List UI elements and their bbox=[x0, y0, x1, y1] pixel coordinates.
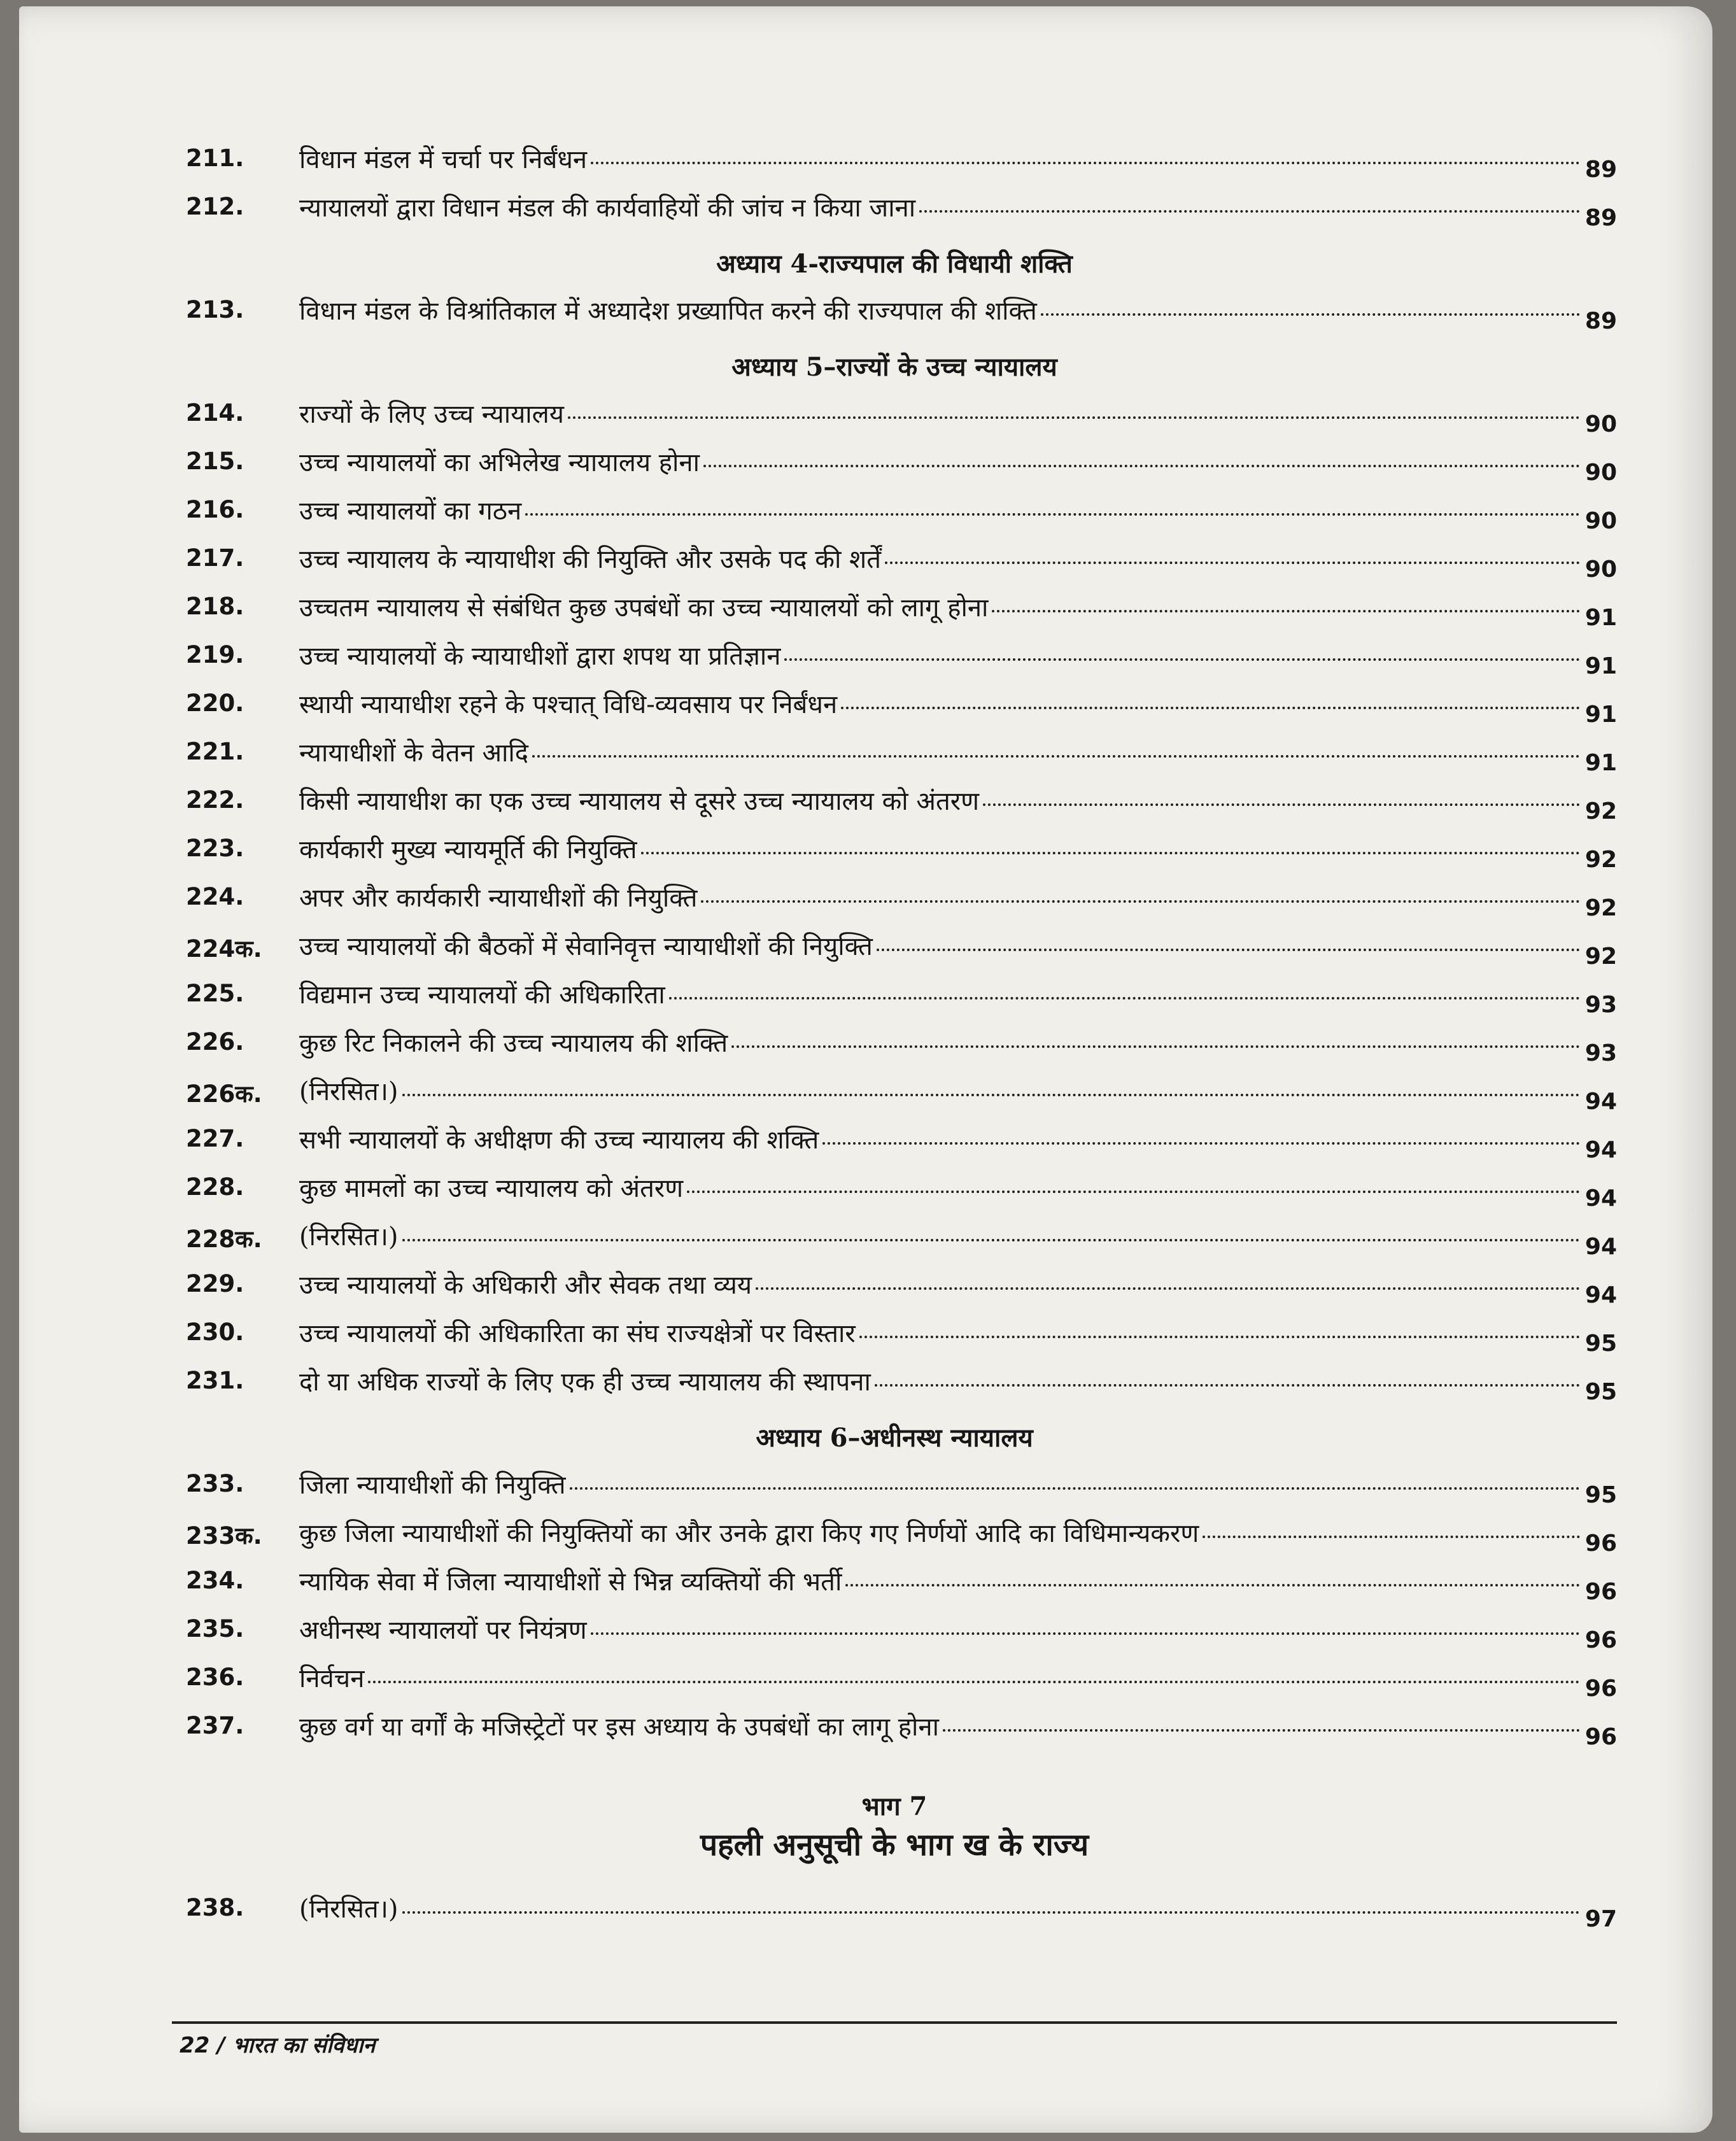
page-number: 90 bbox=[1584, 460, 1617, 486]
toc-row bbox=[172, 1886, 1617, 1935]
toc-row bbox=[172, 1311, 1617, 1359]
article-title: उच्च न्यायालयों की अधिकारिता का संघ राज्यक्षेत्रों पर विस्तार bbox=[299, 1319, 856, 1348]
dot-leader bbox=[532, 755, 1580, 758]
toc-row bbox=[172, 924, 1617, 972]
toc-entry bbox=[299, 1466, 1617, 1508]
article-title: न्यायाधीशों के वेतन आदि bbox=[299, 738, 529, 768]
toc-entry bbox=[299, 782, 1617, 824]
article-number: 230. bbox=[186, 1318, 244, 1346]
article-number: 234. bbox=[186, 1567, 244, 1594]
toc-entry bbox=[299, 1315, 1617, 1357]
toc-row bbox=[172, 185, 1617, 234]
article-title: (निरसित।) bbox=[299, 1895, 399, 1924]
toc-entry bbox=[299, 686, 1617, 728]
dot-leader bbox=[756, 1287, 1580, 1290]
toc-row bbox=[172, 1608, 1617, 1656]
toc-entry bbox=[299, 1024, 1617, 1066]
page-number: 91 bbox=[1584, 750, 1617, 776]
page-number: 94 bbox=[1584, 1137, 1617, 1163]
toc-entry bbox=[299, 637, 1617, 679]
article-number: 218. bbox=[186, 593, 244, 620]
dot-leader bbox=[877, 949, 1580, 951]
article-title: कुछ मामलों का उच्च न्यायालय को अंतरण bbox=[299, 1174, 684, 1203]
article-title: विद्यमान उच्च न्यायालयों की अधिकारिता bbox=[299, 980, 665, 1010]
page-number: 91 bbox=[1584, 605, 1617, 631]
chapter-heading: अध्याय 6–अधीनस्थ न्यायालय bbox=[756, 1423, 1033, 1453]
article-title: विधान मंडल के विश्रांतिकाल में अध्यादेश प्रख्यापित करने की राज्यपाल की शक्ति bbox=[299, 297, 1037, 326]
article-number: 214. bbox=[186, 399, 244, 427]
page-number: 95 bbox=[1584, 1379, 1617, 1405]
dot-leader bbox=[1203, 1536, 1580, 1538]
page-footer: 22 / भारत का संविधान bbox=[180, 2033, 376, 2058]
dot-leader bbox=[983, 803, 1580, 806]
toc-row bbox=[172, 972, 1617, 1021]
article-number: 224. bbox=[186, 883, 244, 910]
dot-leader bbox=[368, 1681, 1579, 1683]
page-number: 94 bbox=[1584, 1089, 1617, 1115]
toc-entry bbox=[299, 492, 1617, 534]
dot-leader bbox=[1041, 313, 1580, 316]
dot-leader bbox=[885, 562, 1580, 564]
toc-row bbox=[172, 827, 1617, 875]
toc-row bbox=[172, 1069, 1617, 1117]
page-number: 95 bbox=[1584, 1331, 1617, 1357]
dot-leader bbox=[822, 1142, 1580, 1145]
footer-rule bbox=[172, 2021, 1617, 2024]
page-number: 92 bbox=[1584, 798, 1617, 824]
toc-row bbox=[172, 1559, 1617, 1608]
page-number: 91 bbox=[1584, 653, 1617, 679]
toc-entry bbox=[299, 444, 1617, 486]
page-number: 96 bbox=[1584, 1724, 1617, 1750]
article-title: न्यायालयों द्वारा विधान मंडल की कार्यवाहियों की जांच न किया जाना bbox=[299, 194, 916, 223]
toc-entry bbox=[299, 831, 1617, 873]
page-number: 95 bbox=[1584, 1482, 1617, 1508]
page-number: 92 bbox=[1584, 847, 1617, 873]
dot-leader bbox=[568, 416, 1580, 419]
dot-leader bbox=[641, 852, 1580, 854]
article-number: 224क. bbox=[186, 935, 262, 963]
toc-entry bbox=[299, 541, 1617, 583]
toc-entry bbox=[299, 1266, 1617, 1308]
article-number: 228. bbox=[186, 1173, 244, 1201]
dot-leader bbox=[402, 1094, 1580, 1096]
toc-row bbox=[172, 1462, 1617, 1511]
article-number: 212. bbox=[186, 193, 244, 220]
toc-row bbox=[172, 682, 1617, 730]
chapter-heading: अध्याय 4-राज्यपाल की विधायी शक्ति bbox=[716, 249, 1073, 279]
toc-entry bbox=[299, 1708, 1617, 1750]
toc-row bbox=[172, 288, 1617, 337]
toc-entry bbox=[299, 928, 1617, 970]
dot-leader bbox=[570, 1487, 1580, 1490]
toc-row bbox=[172, 1117, 1617, 1166]
article-title: उच्च न्यायालयों के अधिकारी और सेवक तथा व्यय bbox=[299, 1271, 752, 1300]
page-number: 89 bbox=[1584, 308, 1617, 334]
page-number: 93 bbox=[1584, 1040, 1617, 1066]
toc-entry bbox=[299, 1660, 1617, 1702]
page-number: 92 bbox=[1584, 943, 1617, 970]
toc-row bbox=[172, 537, 1617, 585]
toc-row bbox=[172, 137, 1617, 185]
page-number: 90 bbox=[1584, 411, 1617, 437]
dot-leader bbox=[859, 1336, 1580, 1338]
toc-row bbox=[172, 440, 1617, 488]
page-number: 89 bbox=[1584, 157, 1617, 183]
article-title: उच्च न्यायालयों की बैठकों में सेवानिवृत्त न्यायाधीशों की नियुक्ति bbox=[299, 932, 873, 961]
article-number: 215. bbox=[186, 448, 244, 475]
article-title: कुछ रिट निकालने की उच्च न्यायालय की शक्ति bbox=[299, 1029, 728, 1058]
dot-leader bbox=[687, 1191, 1580, 1193]
article-number: 237. bbox=[186, 1712, 244, 1739]
article-number: 231. bbox=[186, 1367, 244, 1394]
toc-entry bbox=[299, 1563, 1617, 1605]
article-title: अधीनस्थ न्यायालयों पर नियंत्रण bbox=[299, 1616, 587, 1645]
toc-row bbox=[172, 1656, 1617, 1704]
page-number: 92 bbox=[1584, 895, 1617, 921]
page-number: 97 bbox=[1584, 1906, 1617, 1932]
article-title: उच्चतम न्यायालय से संबंधित कुछ उपबंधों का उच्च न्यायालयों को लागू होना bbox=[299, 593, 989, 623]
article-title: स्थायी न्यायाधीश रहने के पश्चात् विधि-व्यवसाय पर निर्बंधन bbox=[299, 690, 838, 719]
article-title: दो या अधिक राज्यों के लिए एक ही उच्च न्यायालय की स्थापना bbox=[299, 1367, 871, 1397]
page-number: 94 bbox=[1584, 1185, 1617, 1212]
toc-row bbox=[172, 779, 1617, 827]
toc-entry bbox=[299, 1169, 1617, 1212]
toc-entry bbox=[299, 589, 1617, 631]
article-number: 225. bbox=[186, 980, 244, 1007]
article-title: सभी न्यायालयों के अधीक्षण की उच्च न्यायालय की शक्ति bbox=[299, 1126, 819, 1155]
toc-row bbox=[172, 1359, 1617, 1408]
dot-leader bbox=[402, 1911, 1580, 1914]
article-number: 238. bbox=[186, 1894, 244, 1921]
article-title: कुछ जिला न्यायाधीशों की नियुक्तियों का और उनके द्वारा किए गए निर्णयों आदि का विधिमान्यकरण bbox=[299, 1519, 1199, 1548]
article-number: 233. bbox=[186, 1470, 244, 1497]
article-title: उच्च न्यायालयों के न्यायाधीशों द्वारा शपथ या प्रतिज्ञान bbox=[299, 642, 781, 671]
dot-leader bbox=[591, 162, 1580, 164]
article-number: 226. bbox=[186, 1028, 244, 1056]
dot-leader bbox=[845, 1584, 1580, 1586]
page-number: 96 bbox=[1584, 1579, 1617, 1605]
toc-row bbox=[172, 392, 1617, 440]
article-title: उच्च न्यायालय के न्यायाधीश की नियुक्ति और उसके पद की शर्तें bbox=[299, 545, 882, 574]
toc-entry bbox=[299, 1611, 1617, 1653]
page-number: 94 bbox=[1584, 1234, 1617, 1260]
article-title: (निरसित।) bbox=[299, 1222, 399, 1252]
toc-entry bbox=[299, 1890, 1617, 1932]
dot-leader bbox=[591, 1632, 1580, 1635]
article-number: 235. bbox=[186, 1615, 244, 1643]
dot-leader bbox=[703, 465, 1580, 467]
toc-entry bbox=[299, 976, 1617, 1018]
toc-row bbox=[172, 1166, 1617, 1214]
toc-entry bbox=[299, 395, 1617, 437]
toc-entry bbox=[299, 189, 1617, 231]
dot-leader bbox=[402, 1239, 1580, 1241]
toc-row bbox=[172, 1262, 1617, 1311]
dot-leader bbox=[669, 997, 1580, 1000]
dot-leader bbox=[943, 1729, 1580, 1732]
toc-entry bbox=[299, 1073, 1617, 1115]
dot-leader bbox=[701, 900, 1579, 903]
toc-entry bbox=[299, 879, 1617, 921]
article-title: उच्च न्यायालयों का अभिलेख न्यायालय होना bbox=[299, 448, 700, 477]
toc-entry bbox=[299, 1218, 1617, 1260]
toc-row bbox=[172, 1021, 1617, 1069]
book-page bbox=[19, 6, 1712, 2133]
dot-leader bbox=[525, 513, 1580, 516]
page-number: 96 bbox=[1584, 1676, 1617, 1702]
article-number: 222. bbox=[186, 786, 244, 814]
table-of-contents bbox=[172, 137, 1617, 1935]
article-number: 217. bbox=[186, 544, 244, 572]
article-title: राज्यों के लिए उच्च न्यायालय bbox=[299, 400, 564, 429]
article-number: 227. bbox=[186, 1125, 244, 1152]
toc-entry bbox=[299, 141, 1617, 183]
dot-leader bbox=[784, 658, 1579, 661]
dot-leader bbox=[841, 707, 1580, 709]
toc-row bbox=[172, 488, 1617, 537]
page-number: 90 bbox=[1584, 556, 1617, 583]
page-number: 96 bbox=[1584, 1530, 1617, 1557]
article-number: 216. bbox=[186, 496, 244, 523]
article-number: 220. bbox=[186, 689, 244, 717]
toc-entry bbox=[299, 1515, 1617, 1557]
toc-entry bbox=[299, 292, 1617, 334]
dot-leader bbox=[919, 210, 1580, 213]
article-title: किसी न्यायाधीश का एक उच्च न्यायालय से दूसरे उच्च न्यायालय को अंतरण bbox=[299, 787, 980, 816]
dot-leader bbox=[875, 1384, 1580, 1387]
page-number: 91 bbox=[1584, 702, 1617, 728]
page-number: 93 bbox=[1584, 992, 1617, 1018]
article-number: 229. bbox=[186, 1270, 244, 1297]
article-number: 226क. bbox=[186, 1080, 262, 1108]
toc-row bbox=[172, 633, 1617, 682]
chapter-heading: अध्याय 5–राज्यों के उच्च न्यायालय bbox=[731, 352, 1057, 382]
article-title: उच्च न्यायालयों का गठन bbox=[299, 497, 522, 526]
article-number: 223. bbox=[186, 835, 244, 862]
part-title: पहली अनुसूची के भाग ख के राज्य bbox=[700, 1827, 1089, 1863]
article-title: अपर और कार्यकारी न्यायाधीशों की नियुक्ति bbox=[299, 884, 698, 913]
toc-entry bbox=[299, 1121, 1617, 1163]
page-number: 94 bbox=[1584, 1282, 1617, 1308]
toc-row bbox=[172, 1214, 1617, 1262]
page-number: 89 bbox=[1584, 205, 1617, 231]
toc-row bbox=[172, 730, 1617, 779]
article-title: कार्यकारी मुख्य न्यायमूर्ति की नियुक्ति bbox=[299, 835, 637, 865]
page-number: 96 bbox=[1584, 1627, 1617, 1653]
dot-leader bbox=[992, 610, 1579, 612]
article-number: 228क. bbox=[186, 1226, 262, 1253]
article-title: (निरसित।) bbox=[299, 1077, 399, 1106]
article-title: निर्वचन bbox=[299, 1664, 365, 1693]
article-number: 213. bbox=[186, 296, 244, 323]
toc-row bbox=[172, 1704, 1617, 1753]
toc-row bbox=[172, 1511, 1617, 1559]
dot-leader bbox=[731, 1045, 1580, 1048]
page-number: 90 bbox=[1584, 508, 1617, 534]
article-number: 221. bbox=[186, 738, 244, 765]
article-title: जिला न्यायाधीशों की नियुक्ति bbox=[299, 1471, 566, 1500]
article-number: 236. bbox=[186, 1664, 244, 1691]
article-number: 211. bbox=[186, 145, 244, 172]
article-number: 233क. bbox=[186, 1522, 262, 1550]
part-heading: भाग 7 bbox=[861, 1791, 928, 1821]
article-title: कुछ वर्ग या वर्गों के मजिस्ट्रेटों पर इस अध्याय के उपबंधों का लागू होना bbox=[299, 1713, 939, 1742]
toc-entry bbox=[299, 734, 1617, 776]
article-title: न्यायिक सेवा में जिला न्यायाधीशों से भिन्न व्यक्तियों की भर्ती bbox=[299, 1567, 842, 1597]
toc-entry bbox=[299, 1363, 1617, 1405]
toc-row bbox=[172, 585, 1617, 633]
article-number: 219. bbox=[186, 641, 244, 668]
toc-row bbox=[172, 875, 1617, 924]
article-title: विधान मंडल में चर्चा पर निर्बंधन bbox=[299, 145, 588, 174]
